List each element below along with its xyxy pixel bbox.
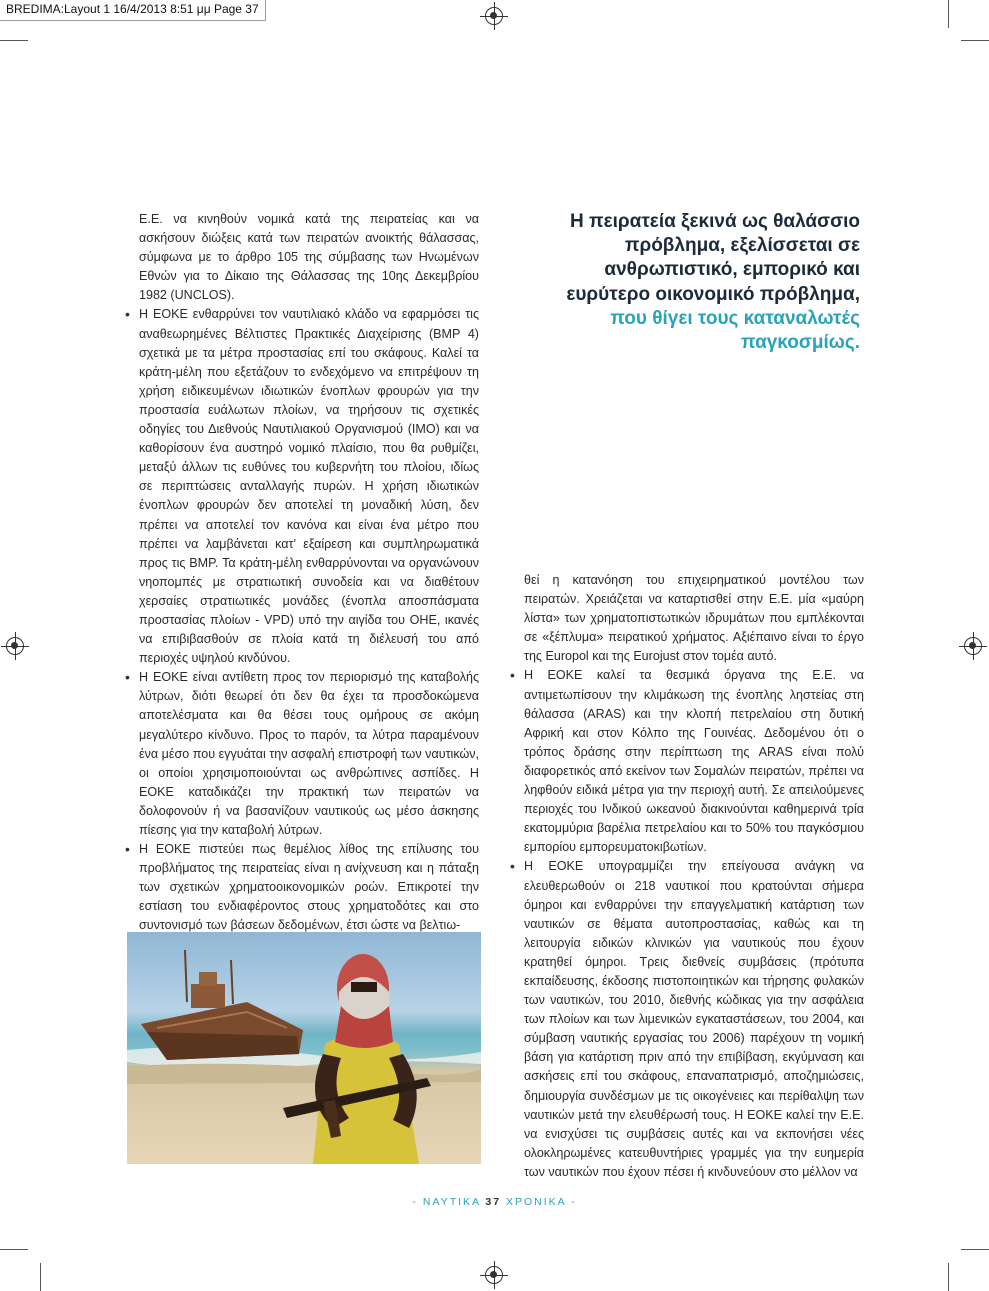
registration-mark-icon bbox=[964, 637, 982, 655]
pull-quote-text: Η πειρατεία ξεκινά ως θαλάσσιο πρόβλημα, εξελίσσεται σε ανθρωπιστικό, εμπορικό και ευρύτερο οικονομικό πρόβλημα, bbox=[566, 211, 860, 305]
bullet-list bbox=[139, 305, 479, 935]
crop-mark bbox=[0, 1249, 28, 1250]
bullet-list bbox=[524, 666, 864, 1182]
article-column-right bbox=[524, 571, 864, 1182]
crop-mark bbox=[961, 1249, 989, 1250]
pull-quote bbox=[530, 210, 860, 355]
page-number: 37 bbox=[485, 1196, 502, 1208]
list-item: • Η ΕΟΚΕ πιστεύει πως θεμέλιος λίθος της επίλυσης του προβλήματος της πειρατείας είναι η ανίχνευση και η πάταξη των σχετικών χρηματοοικονομικών ροών. Επικροτεί την εστίαση του ενδιαφέροντος στους χρηματοδότες και στο συντονισμό των βάσεων δεδομένων, έτσι ώστε να βελτιω- bbox=[139, 840, 479, 935]
list-item: • Η ΕΟΚΕ υπογραμμίζει την επείγουσα ανάγκη να ελευθερωθούν οι 218 ναυτικοί που κρατούνται σήμερα όμηροι και ενθαρρύνει την επαγγελματική κατάρτιση των ναυτικών σε θέματα αυτοπροστασίας, καθώς και τη λειτουργία ειδικών κλινικών για ναυτικούς που έχουν κρατηθεί όμηροι. Τρεις διεθνείς συμβάσεις (πρότυπα εκπαίδευσης, έκδοσης πιστοποιητικών και τήρησης φυλακών των ναυτικών, του 2010, διεθνής κώδικας για την ασφάλεια των πλοίων και των λιμενικών εγκαταστάσεων, του 2004, και σύμβαση ναυτικής εργασίας του 2006) παρέχουν τη νομική βάση για κατάρτιση πριν από την επιβίβαση, εκγύμναση και ασκήσεις επί του σκάφους, επαναπατρισμό, αποζημιώσεις, δημιουργία συνδέσμων με τις οικογένειες και περίθαλψη των ναυτικών μετά την ελευθέρωσή τους. Η ΕΟΚΕ καλεί την Ε.Ε. να ενισχύσει τις συμβάσεις αυτές και να εκπονήσει νέες ολοκληρωμένες κατευθυντήριες γραμμές για την ευημερία των ναυτικών που έχουν πέσει ή κινδυνεύουν στο μέλλον να bbox=[524, 857, 864, 1182]
list-item: • Η ΕΟΚΕ καλεί τα θεσμικά όργανα της Ε.Ε. να αντιμετωπίσουν την κλιμάκωση της ένοπλης ληστείας στη θάλασσα (ARAS) και την κλοπή πετρελαίου στη δυτική Αφρική και στον Κόλπο της Γουινέας. Δεδομένου ότι ο τρόπος δράσης στην περίπτωση της ARAS είναι πολύ διαφορετικός από εκείνον των Σομαλών πειρατών, πρέπει να ληφθούν ειδικά μέτρα για την περιοχή αυτή. Σε απειλούμενες περιοχές του Ινδικού ωκεανού διακινούνται καθημερινά τρία εκατομμύρια βαρέλια πετρελαίου και το 50% του παγκόσμιου εμπορίου εμπορευματοκιβωτίων. bbox=[524, 666, 864, 857]
crop-mark bbox=[948, 0, 949, 28]
article-photo bbox=[127, 932, 481, 1164]
crop-mark bbox=[40, 1263, 41, 1291]
print-slug: BREDIMA:Layout 1 16/4/2013 8:51 μμ Page 37 bbox=[0, 0, 266, 21]
page-footer bbox=[0, 1196, 989, 1208]
pull-quote-highlight: που θίγει τους καταναλωτές παγκοσμίως. bbox=[610, 307, 860, 354]
crop-mark bbox=[948, 1263, 949, 1291]
registration-mark-icon bbox=[485, 7, 503, 25]
crop-mark bbox=[961, 40, 989, 41]
registration-mark-icon bbox=[485, 1266, 503, 1284]
article-column-left bbox=[139, 210, 479, 936]
column-intro-paragraph: Ε.Ε. να κινηθούν νομικά κατά της πειρατείας και να ασκήσουν διώξεις κατά των πειρατών ανοικτής θάλασσας, σύμφωνα με το άρθρο 105 της σύμβασης των Ηνωμένων Εθνών για το Δίκαιο της Θάλασσας της 10ης Δεκεμβρίου 1982 (UNCLOS). bbox=[139, 212, 479, 303]
column-intro-paragraph: θεί η κατανόηση του επιχειρηματικού μοντέλου των πειρατών. Χρειάζεται να καταρτισθεί στην Ε.Ε. μία «μαύρη λίστα» των χρηματοπιστωτικών ιδρυμάτων που εμπλέκονται σε «ξέπλυμα» πειρατικού χρήματος. Αξιέπαινο είναι το έργο της Europol και της Eurojust στον τομέα αυτό. bbox=[524, 573, 864, 664]
crop-mark bbox=[0, 40, 28, 41]
pirate-beach-illustration bbox=[127, 932, 481, 1164]
footer-magazine-name-right: ΧΡΟΝΙΚΑ - bbox=[506, 1196, 577, 1208]
list-item: • Η ΕΟΚΕ ενθαρρύνει τον ναυτιλιακό κλάδο να εφαρμόσει τις αναθεωρημένες Βέλτιστες Πρακτικές Διαχείρισης (BMP 4) σχετικά με τα μέτρα προστασίας επί του σκάφους. Καλεί τα κράτη-μέλη που εξετάζουν το ενδεχόμενο να επιτρέψουν τη χρήση ειδικευμένων ιδιωτικών ένοπλων φρουρών για την προστασία ευάλωτων πλοίων, να τηρήσουν τις σχετικές οδηγίες του Διεθνούς Ναυτιλιακού Οργανισμού (IMO) και να καθορίσουν ένα αυστηρό νομικό πλαίσιο, που θα ρυθμίζει, μεταξύ άλλων τις ευθύνες του κυβερνήτη του πλοίου, ιδίως σε περιπτώσεις ανταλλαγής πυρών. Η χρήση ιδιωτικών ένοπλων φρουρών δεν αποτελεί τη μοναδική λύση, δεν πρέπει να αποτελεί τον κανόνα και είναι ένα μέτρο που πρέπει να λαμβάνεται κατ’ εξαίρεση και συμπληρωματικά προς τις BMP. Τα κράτη-μέλη ενθαρρύνονται να οργανώνουν νηοπομπές με στρατιωτική συνοδεία και να διαθέτουν χερσαίες στρατιωτικές μονάδες (ένοπλα αποσπάσματα προστασίας πλοίων - VPD) υπό την αιγίδα του ΟΗΕ, ικανές να επιβιβασθούν σε πλοία κατά τη διέλευσή του από περιοχές υψηλού κινδύνου. bbox=[139, 305, 479, 668]
registration-mark-icon bbox=[6, 637, 24, 655]
list-item: • Η ΕΟΚΕ είναι αντίθετη προς τον περιορισμό της καταβολής λύτρων, διότι θεωρεί ότι δεν θα έχει τα προσδοκώμενα αποτελέσματα και θα θέσει τους ομήρους σε ακόμη μεγαλύτερο κίνδυνο. Προς το παρόν, τα λύτρα παραμένουν ένα μέσο που εγγυάται την ασφαλή επιστροφή των ναυτικών, οι οποίοι χρησιμοποιούνται ως ανθρώπινες ασπίδες. Η ΕΟΚΕ καταδικάζει την πρακτική των πειρατών να δολοφονούν ή να βασανίζουν ναυτικούς ως μέσο άσκησης πίεσης για την καταβολή λύτρων. bbox=[139, 668, 479, 840]
footer-magazine-name-left: - ΝΑΥΤΙΚΑ bbox=[412, 1196, 481, 1208]
